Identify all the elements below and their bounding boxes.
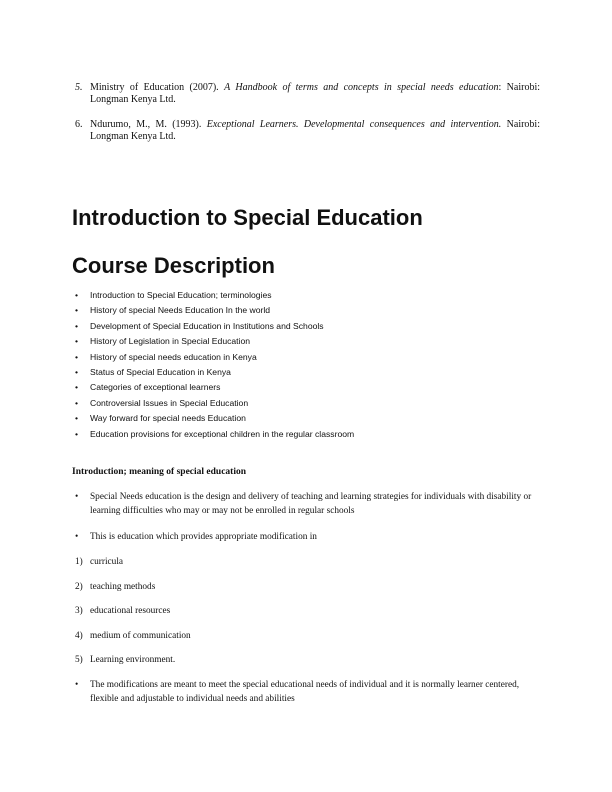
reference-publisher: Nairobi: Longman Kenya Ltd. [90, 119, 540, 142]
item-text: medium of communication [90, 631, 191, 641]
reference-number: 5. [75, 82, 83, 93]
item-text: teaching methods [90, 582, 156, 592]
heading-course-description: Course Description [72, 253, 275, 278]
numbered-item [75, 580, 545, 594]
course-item-text: History of special needs education in Kenya [90, 351, 257, 362]
bullet-paragraph [75, 490, 545, 518]
bullet: • [75, 382, 79, 393]
item-number: 3) [75, 606, 83, 616]
bullet-paragraph [75, 530, 545, 544]
numbered-item [75, 653, 545, 667]
course-list-item [75, 319, 354, 334]
course-item-text: Introduction to Special Education; terminologies [90, 290, 272, 300]
bullet: • [75, 413, 79, 424]
reference-author: Ndurumo, M., M. (1993). [90, 119, 207, 130]
numbered-item [75, 629, 545, 643]
bullet: • [75, 532, 79, 542]
bullet: • [75, 320, 79, 331]
paragraph-text: The modifications are meant to meet the special educational needs of individual and it is normally learner centered, flexible and adjustable to individual needs and abilities [90, 680, 520, 704]
course-item-text: Way forward for special needs Education [90, 413, 246, 424]
numbered-item [75, 604, 545, 618]
paragraph-text: This is education which provides appropriate modification in [90, 532, 317, 542]
course-item-text: History of Legislation in Special Education [90, 336, 251, 347]
course-item-text: Categories of exceptional learners [90, 382, 221, 393]
course-list-item [75, 334, 354, 349]
reference-title: Exceptional Learners. Developmental consequences and intervention. [206, 119, 502, 130]
reference-5 [75, 82, 540, 105]
course-list-item [75, 303, 354, 318]
item-text: Learning environment. [90, 655, 176, 665]
section-title: Introduction; meaning of special education [72, 467, 247, 477]
course-item-text: Controversial Issues in Special Education [90, 397, 249, 408]
bullet-paragraph [75, 678, 545, 706]
numbered-item [75, 555, 545, 569]
item-number: 1) [75, 557, 83, 567]
item-number: 4) [75, 631, 83, 641]
course-list [75, 288, 354, 442]
item-text: curricula [90, 557, 124, 567]
course-list-item [75, 427, 354, 442]
item-text: educational resources [90, 606, 171, 616]
course-list-item [75, 396, 354, 411]
reference-title: A Handbook of terms and concepts in special needs education [224, 82, 499, 93]
course-item-text: Status of Special Education in Kenya [90, 367, 231, 378]
reference-publisher: : Nairobi: Longman Kenya Ltd. [90, 82, 540, 105]
course-item-text: Development of Special Education in Institutions and Schools [90, 320, 324, 331]
course-item-text: Education provisions for exceptional children in the regular classroom [90, 428, 355, 439]
course-list-item [75, 365, 354, 380]
bullet: • [75, 290, 79, 300]
course-list-item [75, 380, 354, 395]
bullet: • [75, 397, 79, 408]
item-number: 5) [75, 655, 83, 665]
bullet: • [75, 428, 79, 439]
bullet: • [75, 680, 79, 690]
reference-number: 6. [75, 119, 83, 130]
bullet: • [75, 305, 79, 316]
bullet: • [75, 367, 79, 378]
bullet: • [75, 336, 79, 347]
item-number: 2) [75, 582, 83, 592]
reference-6 [75, 119, 540, 142]
heading-intro: Introduction to Special Education [72, 205, 423, 230]
reference-author: Ministry of Education (2007). [90, 82, 225, 93]
course-list-item [75, 350, 354, 365]
course-list-item [75, 411, 354, 426]
paragraph-text: Special Needs education is the design and delivery of teaching and learning strategies for individuals with disability or learning difficulties who may or may not be enrolled in regular schools [90, 492, 532, 516]
course-item-text: History of special Needs Education In the world [90, 305, 271, 316]
bullet: • [75, 351, 79, 362]
bullet: • [75, 492, 79, 502]
course-list-item [75, 288, 354, 303]
